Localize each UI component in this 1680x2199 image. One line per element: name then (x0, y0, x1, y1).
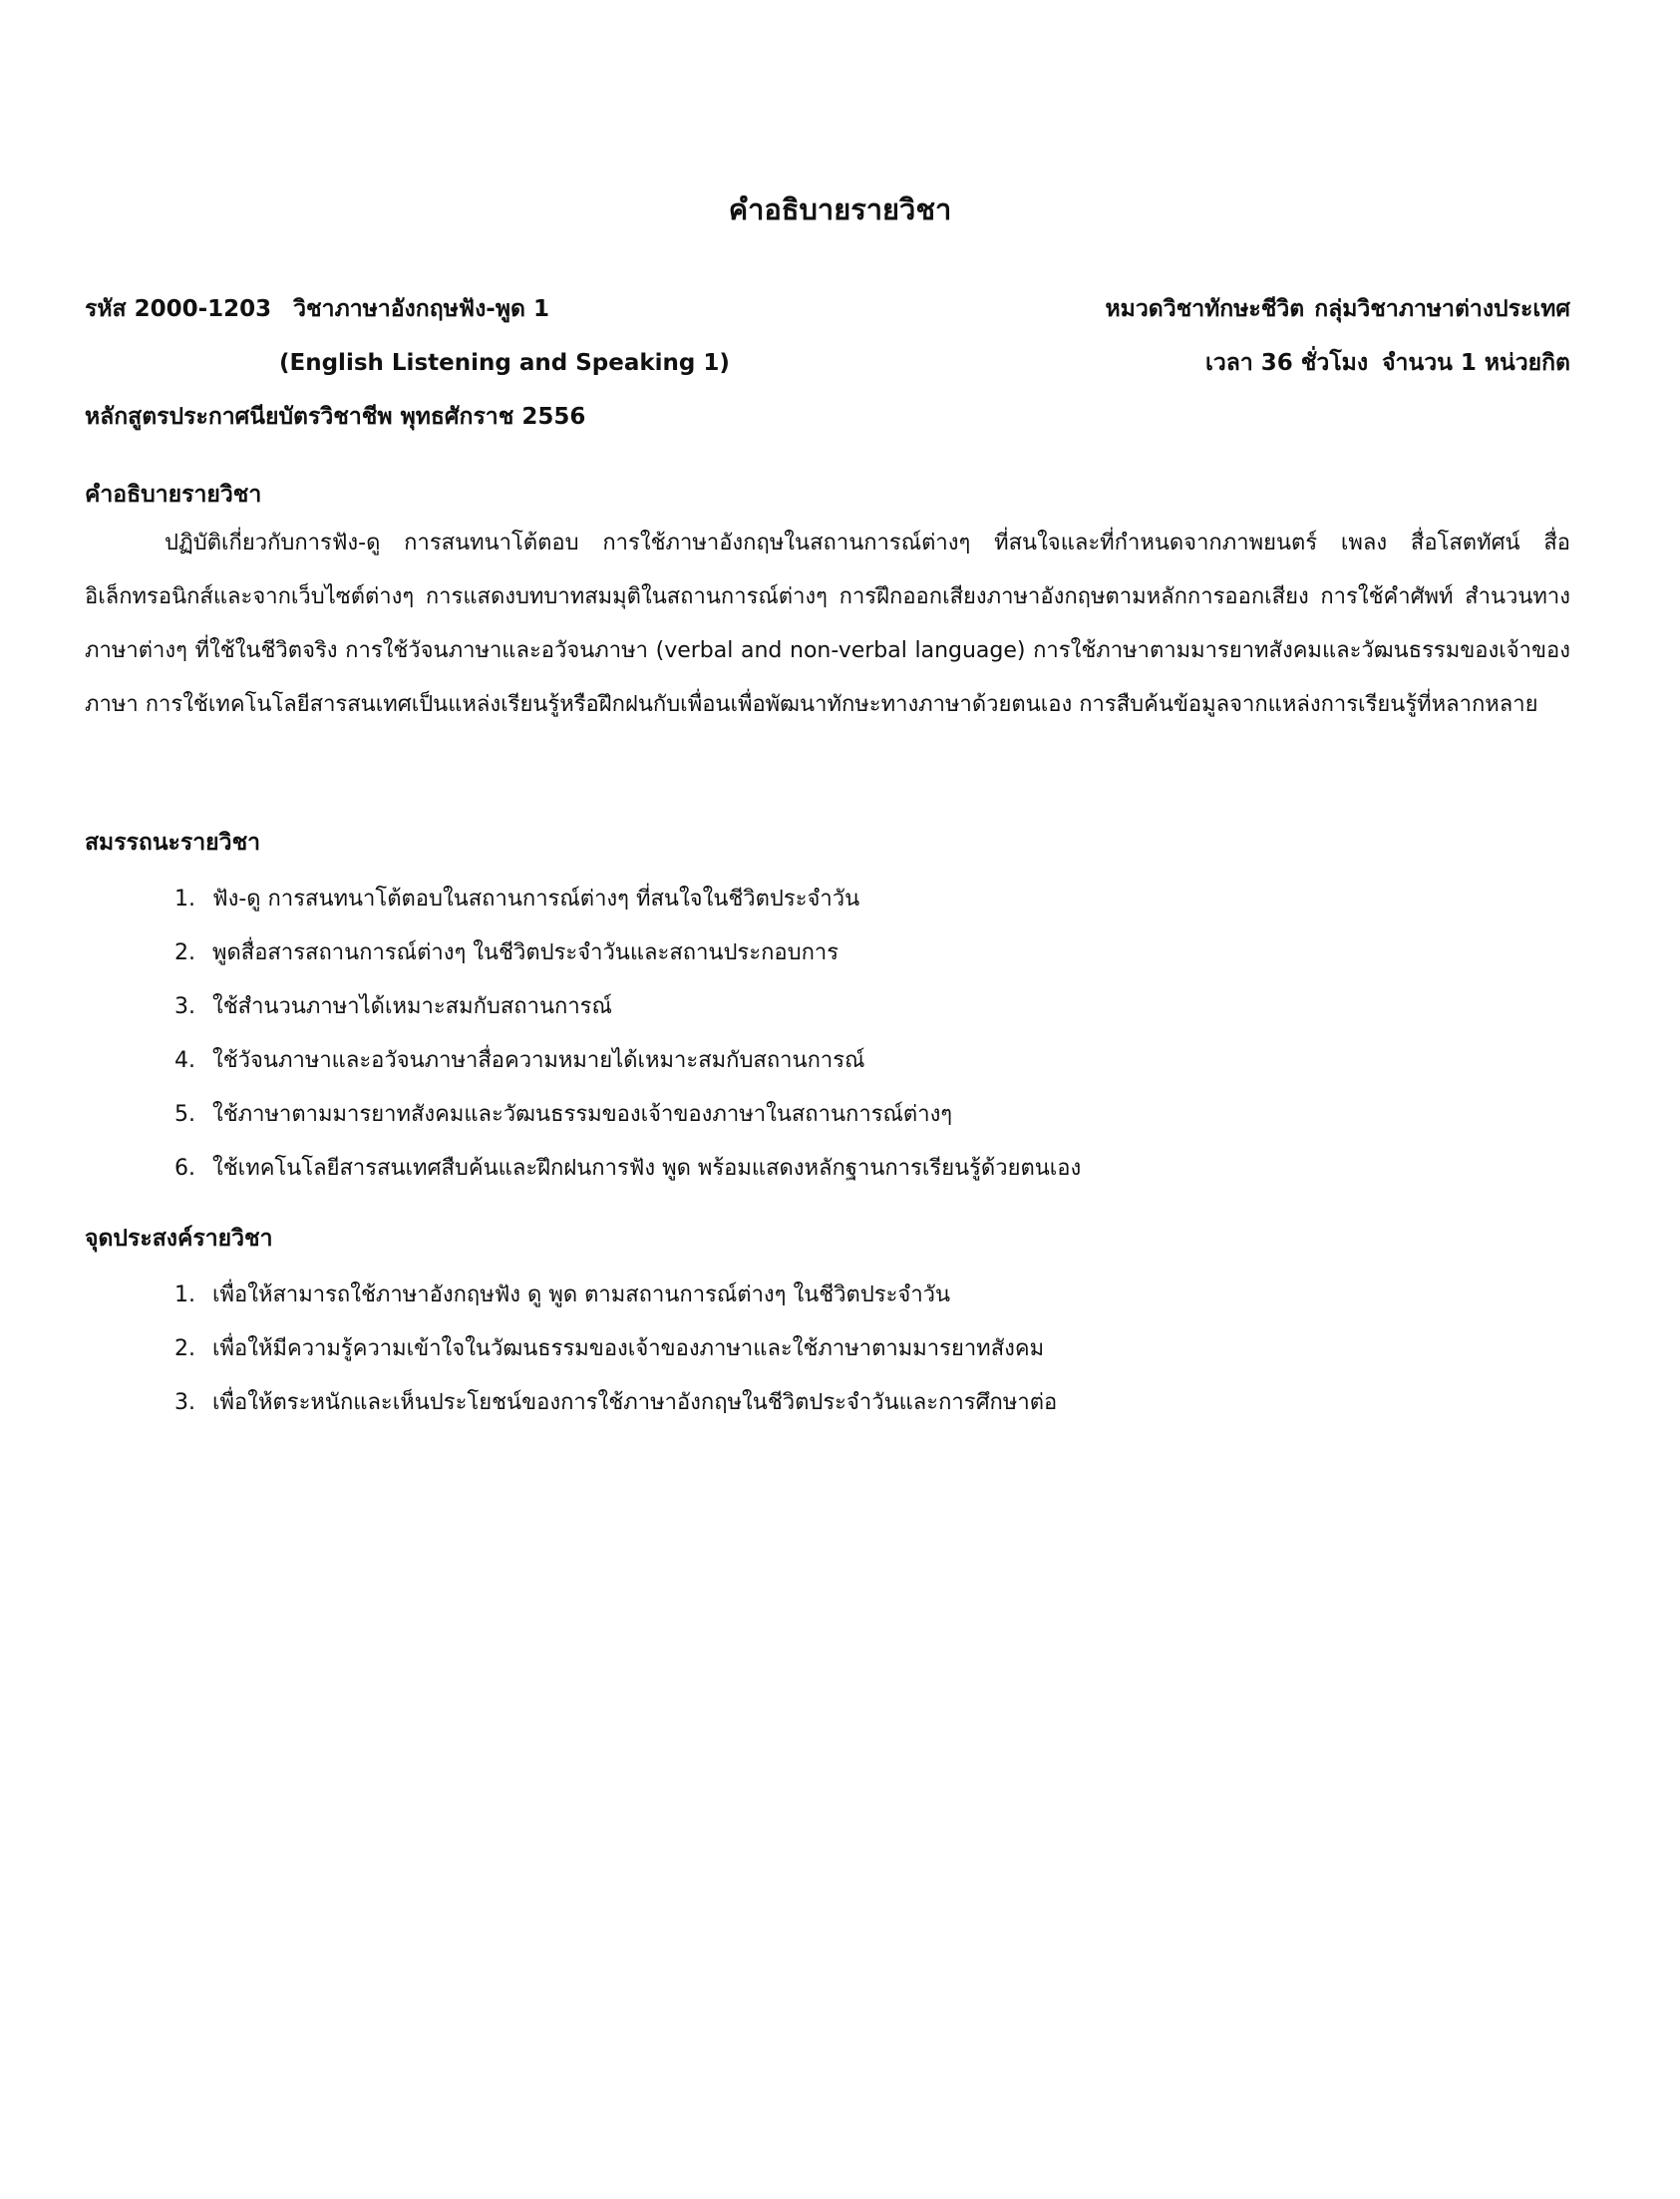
item-text: เพื่อให้มีความรู้ความเข้าใจในวัฒนธรรมของเจ้าของภาษาและใช้ภาษาตามมารยาทสังคม (212, 1336, 1045, 1361)
item-text: พูดสื่อสารสถานการณ์ต่างๆ ในชีวิตประจำวันและสถานประกอบการ (212, 940, 840, 965)
item-text: ฟัง-ดู การสนทนาโต้ตอบในสถานการณ์ต่างๆ ที่สนใจในชีวิตประจำวัน (212, 887, 860, 912)
item-text: เพื่อให้ตระหนักและเห็นประโยชน์ของการใช้ภาษาอังกฤษในชีวิตประจำวันและการศึกษาต่อ (212, 1390, 1058, 1415)
item-number: 1. (174, 887, 195, 912)
credits-unit: หน่วยกิต (1484, 350, 1570, 376)
item-text: ใช้วัจนภาษาและอวัจนภาษาสื่อความหมายได้เหมาะสมกับสถานการณ์ (212, 1048, 865, 1073)
list-item (174, 1088, 1081, 1142)
list-item (174, 1376, 1057, 1430)
curriculum-row (85, 397, 1570, 437)
page-title: คำอธิบายรายวิชา (728, 192, 952, 226)
item-text: เพื่อให้สามารถใช้ภาษาอังกฤษฟัง ดู พูด ตามสถานการณ์ต่างๆ ในชีวิตประจำวัน (212, 1283, 951, 1307)
description-heading: คำอธิบายรายวิชา (85, 482, 262, 508)
description-text: ปฏิบัติเกี่ยวกับการฟัง-ดู การสนทนาโต้ตอบ การใช้ภาษาอังกฤษในสถานการณ์ต่างๆ ที่สนใจและที่กำหนดจากภาพยนตร์ เพลง สื่อโสตทัศน์ สื่ออิเล็กทรอนิกส์และจากเว็บไซต์ต่างๆ การแสดงบทบาทสมมุติในสถานการณ์ต่างๆ การฝึกออกเสียงภาษาอังกฤษตามหลักการออกเสียง การใช้คำศัพท์ สำนวนทางภาษาต่างๆ ที่ใช้ในชีวิตจริง การใช้วัจนภาษาและอวัจนภาษา (verbal and non-verbal language) การใช้ภาษาตามมารยาทสังคมและวัฒนธรรมของเจ้าของภาษา การใช้เทคโนโลยีสารสนเทศเป็นแหล่งเรียนรู้หรือฝึกฝนกับเพื่อนเพื่อพัฒนาทักษะทางภาษาด้วยตนเอง การสืบค้นข้อมูลจากแหล่งการเรียนรู้ที่หลากหลาย (85, 531, 1570, 717)
list-item (174, 1322, 1057, 1376)
credits-label: จำนวน (1382, 350, 1453, 376)
item-text: ใช้เทคโนโลยีสารสนเทศสืบค้นและฝึกฝนการฟัง พูด พร้อมแสดงหลักฐานการเรียนรู้ด้วยตนเอง (212, 1156, 1082, 1181)
item-number: 3. (174, 1390, 195, 1415)
course-subgroup-name: กลุ่มวิชาภาษาต่างประเทศ (1314, 296, 1570, 322)
list-item (174, 1034, 1081, 1088)
course-name-en: (English Listening and Speaking 1) (279, 350, 730, 376)
item-number: 3. (174, 994, 195, 1019)
list-item (174, 1142, 1081, 1196)
item-number: 5. (174, 1102, 195, 1127)
list-item (174, 873, 1081, 926)
competencies-list (174, 873, 1081, 1196)
course-group-name: หมวดวิชาทักษะชีวิต (1105, 296, 1305, 322)
item-text: ใช้ภาษาตามมารยาทสังคมและวัฒนธรรมของเจ้าของภาษาในสถานการณ์ต่างๆ (212, 1102, 953, 1127)
course-code-and-name (85, 289, 549, 329)
objectives-heading: จุดประสงค์รายวิชา (85, 1226, 273, 1252)
credits-value: 1 (1460, 350, 1477, 376)
list-item (174, 926, 1081, 980)
curriculum-name: หลักสูตรประกาศนียบัตรวิชาชีพ พุทธศักราช 2556 (85, 404, 586, 430)
item-number: 1. (174, 1283, 195, 1307)
item-number: 4. (174, 1048, 195, 1073)
item-number: 2. (174, 1336, 195, 1361)
objectives-list (174, 1269, 1057, 1430)
course-subheader-row (85, 343, 1570, 383)
item-text: ใช้สำนวนภาษาได้เหมาะสมกับสถานการณ์ (212, 994, 612, 1019)
item-number: 2. (174, 940, 195, 965)
hours-unit: ชั่วโมง (1300, 350, 1369, 376)
list-item (174, 980, 1081, 1034)
hours-label: เวลา (1204, 350, 1253, 376)
hours-value: 36 (1260, 350, 1293, 376)
course-header-row (85, 289, 1570, 329)
course-hours-credits (1205, 343, 1570, 383)
competencies-heading: สมรรถนะรายวิชา (85, 830, 261, 856)
course-name-th: วิชาภาษาอังกฤษฟัง-พูด 1 (293, 296, 549, 322)
course-code-label: รหัส (85, 296, 127, 322)
list-item (174, 1269, 1057, 1322)
course-group (1106, 289, 1570, 329)
item-number: 6. (174, 1156, 195, 1181)
course-code: 2000-1203 (134, 296, 272, 322)
